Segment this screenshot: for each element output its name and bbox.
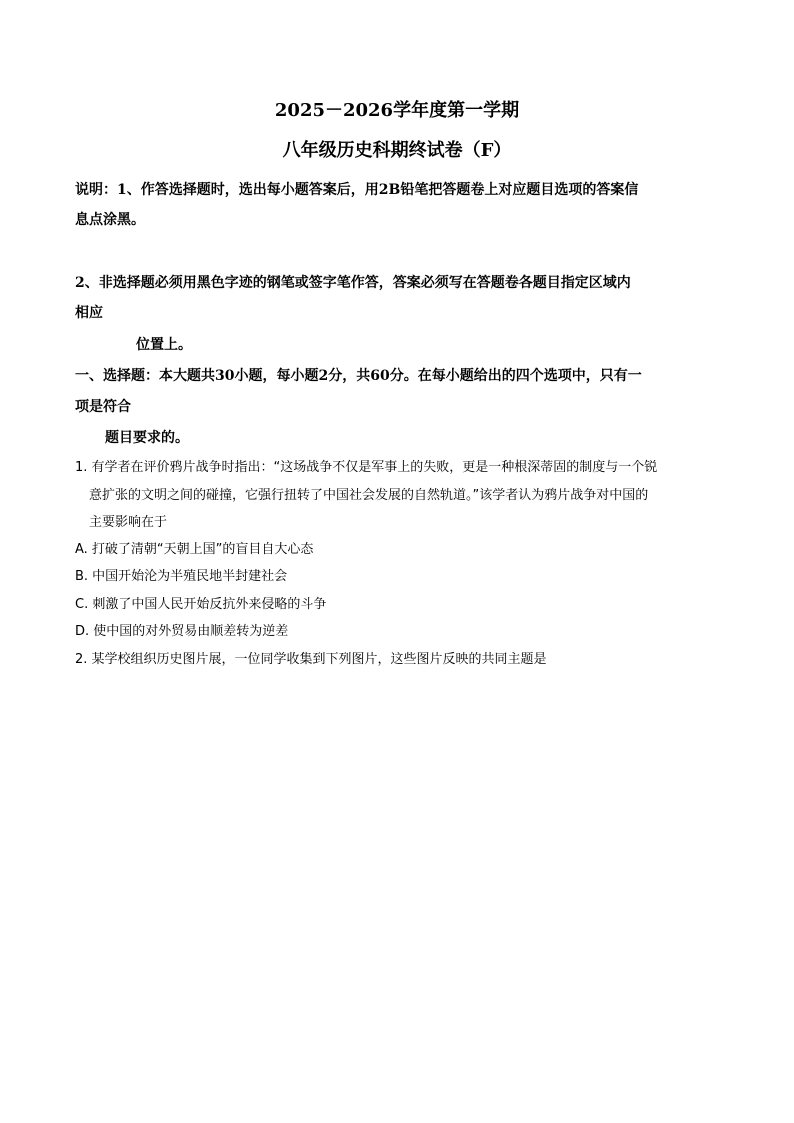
question-1-stem-line-2: 意扩张的文明之间的碰撞，它强行扭转了中国社会发展的自然轨道。”该学者认为鸦片战争对中国的: [89, 488, 649, 503]
instruction-2-line-2: 相应: [75, 305, 103, 321]
instruction-1-line-1: 说明：1、作答选择题时，选出每小题答案后，用2B铅笔把答题卷上对应题目选项的答案信: [75, 182, 639, 198]
section-1-heading-line-3: 题目要求的。: [105, 430, 189, 446]
instruction-2-line-3: 位置上。: [136, 337, 192, 353]
question-1-option-a: A. 打破了清朝“天朝上国”的盲目自大心态: [75, 542, 314, 557]
instruction-2-line-1: 2、非选择题必须用黑色字迹的钢笔或签字笔作答，答案必须写在答题卷各题目指定区域内: [75, 275, 631, 291]
question-1-option-b: B. 中国开始沦为半殖民地半封建社会: [75, 569, 288, 584]
section-1-heading-line-2: 项是符合: [75, 399, 131, 415]
question-1-option-d: D. 使中国的对外贸易由顺差转为逆差: [75, 624, 289, 639]
section-1-heading-line-1: 一、选择题：本大题共30小题，每小题2分，共60分。在每小题给出的四个选项中，只有一: [75, 368, 642, 384]
question-1-stem-line-1: 1. 有学者在评价鸦片战争时指出：“这场战争不仅是军事上的失败，更是一种根深蒂固的制度与一个锐: [75, 460, 658, 475]
question-2-stem-line-1: 2. 某学校组织历史图片展，一位同学收集到下列图片，这些图片反映的共同主题是: [75, 652, 547, 667]
question-1-stem-line-3: 主要影响在于: [89, 515, 168, 530]
exam-year-title: 2025－2026学年度第一学期: [274, 100, 520, 121]
exam-subject-title: 八年级历史科期终试卷（F）: [282, 140, 512, 161]
instruction-1-line-2: 息点涂黑。: [75, 212, 145, 228]
question-1-option-c: C. 刺激了中国人民开始反抗外来侵略的斗争: [75, 597, 327, 612]
